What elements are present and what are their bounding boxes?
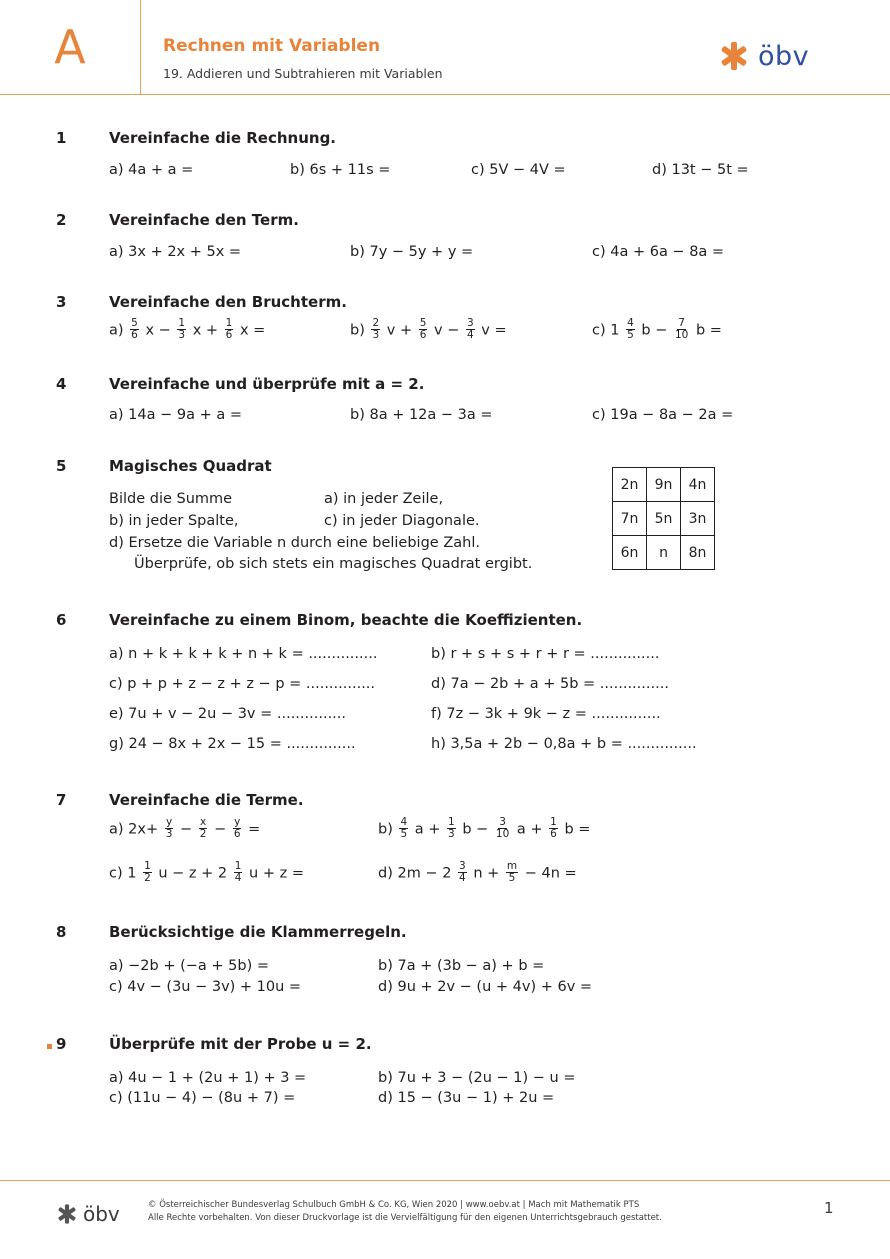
fraction: $\frac{3}{10}$	[495, 816, 510, 841]
task-title: Überprüfe mit der Probe u = 2.	[109, 1035, 372, 1053]
item-label: a) 2x+	[109, 821, 159, 838]
item-label: b)	[350, 322, 365, 339]
task-number: 7	[56, 791, 67, 809]
task-number: 4	[56, 375, 67, 393]
magic-cell: n	[647, 536, 681, 570]
magic-cell: 4n	[681, 468, 715, 502]
task-number: 3	[56, 293, 67, 311]
task-title: Vereinfache und überprüfe mit a = 2.	[109, 375, 425, 393]
exercise-item: a) n + k + k + k + n + k = ...............	[109, 646, 378, 662]
fraction: $\frac{1}{6}$	[550, 816, 557, 841]
instruction-text: Bilde die Summe	[109, 491, 233, 507]
fraction: $\frac{1}{6}$	[225, 317, 233, 342]
exercise-item: d) 13t − 5t =	[652, 162, 749, 178]
task-number: 2	[56, 211, 67, 229]
exercise-item: c) (11u − 4) − (8u + 7) =	[109, 1090, 296, 1106]
page-header	[0, 0, 890, 95]
magic-cell: 2n	[613, 468, 647, 502]
fraction: $\frac{3}{4}$	[466, 317, 474, 342]
fraction: $\frac{m}{5}$	[506, 860, 518, 885]
item-label: b)	[378, 821, 393, 838]
exercise-item: c) 4v − (3u − 3v) + 10u =	[109, 979, 302, 995]
instruction-text: c) in jeder Diagonale.	[324, 513, 480, 529]
star-icon	[56, 1203, 78, 1225]
fraction: $\frac{1}{3}$	[178, 317, 186, 342]
exercise-item: c) 5V − 4V =	[471, 162, 566, 178]
exercise-item: b) 8a + 12a − 3a =	[350, 407, 493, 423]
exercise-item: b) $\frac{4}{5}$ a + $\frac{1}{3}$ b − $\frac{3}{10}$ a + $\frac{1}{6}$ b =	[378, 816, 591, 841]
difficulty-marker	[47, 1044, 52, 1049]
exercise-item: a) 14a − 9a + a =	[109, 407, 242, 423]
fraction: $\frac{y}{3}$	[165, 816, 173, 841]
fraction: $\frac{x}{2}$	[199, 816, 207, 841]
chapter-letter: A	[0, 0, 141, 94]
exercise-item: d) 15 − (3u − 1) + 2u =	[378, 1090, 555, 1106]
footer-logo-text: öbv	[83, 1202, 120, 1226]
exercise-item: d) 2m − 2 $\frac{3}{4}$ n + $\frac{m}{5}$ − 4n =	[378, 860, 577, 885]
instruction-text: b) in jeder Spalte,	[109, 513, 239, 529]
magic-cell: 9n	[647, 468, 681, 502]
item-label: c) 1	[109, 865, 137, 882]
exercise-item: c) p + p + z − z + z − p = ...............	[109, 676, 376, 692]
exercise-item: a) 2x+ $\frac{y}{3}$ − $\frac{x}{2}$ − $\frac{y}{6}$ =	[109, 816, 261, 841]
fraction: $\frac{7}{10}$	[674, 317, 689, 342]
fraction: $\frac{1}{2}$	[144, 860, 151, 885]
magic-cell: 6n	[613, 536, 647, 570]
magic-cell: 7n	[613, 502, 647, 536]
exercise-item: b) r + s + s + r + r = ...............	[431, 646, 660, 662]
fraction: $\frac{3}{4}$	[459, 860, 466, 885]
instruction-text: a) in jeder Zeile,	[324, 491, 444, 507]
magic-cell: 8n	[681, 536, 715, 570]
instruction-text: Überprüfe, ob sich stets ein magisches Quadrat ergibt.	[134, 556, 533, 572]
fraction: $\frac{1}{4}$	[234, 860, 242, 885]
copyright-line: © Österreichischer Bundesverlag Schulbuch GmbH & Co. KG, Wien 2020 | www.oebv.at | Mach mit Mathematik PTS	[148, 1200, 640, 1210]
exercise-item: a) −2b + (−a + 5b) =	[109, 958, 270, 974]
exercise-item: b) 6s + 11s =	[290, 162, 391, 178]
chapter-title: Rechnen mit Variablen	[163, 36, 381, 56]
task-title: Vereinfache die Rechnung.	[109, 129, 337, 147]
exercise-item: c) 1 $\frac{1}{2}$ u − z + 2 $\frac{1}{4}$ u + z =	[109, 860, 304, 885]
exercise-item: e) 7u + v − 2u − 3v = ...............	[109, 706, 347, 722]
rights-line: Alle Rechte vorbehalten. Von dieser Druckvorlage ist die Vervielfältigung für den eigenen Unterrichtsgebrauch gestattet.	[148, 1213, 662, 1223]
exercise-item: g) 24 − 8x + 2x − 15 = ...............	[109, 736, 356, 752]
exercise-item: a) $\frac{5}{6}$ x − $\frac{1}{3}$ x + $\frac{1}{6}$ x =	[109, 317, 266, 342]
exercise-item: h) 3,5a + 2b − 0,8a + b = ...............	[431, 736, 697, 752]
exercise-item: d) 9u + 2v − (u + 4v) + 6v =	[378, 979, 593, 995]
page-footer	[0, 1180, 890, 1259]
fraction: $\frac{1}{3}$	[448, 816, 455, 841]
task-number: 6	[56, 611, 67, 629]
star-icon	[718, 40, 750, 72]
exercise-item: a) 4u − 1 + (2u + 1) + 3 =	[109, 1070, 307, 1086]
publisher-logo	[718, 40, 809, 72]
fraction: $\frac{y}{6}$	[233, 816, 241, 841]
exercise-item: c) 4a + 6a − 8a =	[592, 244, 725, 260]
fraction: $\frac{5}{6}$	[131, 317, 138, 342]
task-title: Vereinfache die Terme.	[109, 791, 304, 809]
task-title: Vereinfache zu einem Binom, beachte die Koeffizienten.	[109, 611, 583, 629]
logo-text: öbv	[758, 40, 810, 72]
page-number: 1	[824, 1199, 834, 1217]
fraction: $\frac{2}{3}$	[372, 317, 380, 342]
exercise-item: a) 4a + a =	[109, 162, 194, 178]
task-title: Magisches Quadrat	[109, 457, 272, 475]
exercise-item: a) 3x + 2x + 5x =	[109, 244, 242, 260]
magic-cell: 5n	[647, 502, 681, 536]
magic-square	[612, 467, 715, 570]
chapter-subtitle: 19. Addieren und Subtrahieren mit Variablen	[163, 66, 443, 81]
exercise-item: c) 19a − 8a − 2a =	[592, 407, 734, 423]
instruction-text: d) Ersetze die Variable n durch eine beliebige Zahl.	[109, 535, 480, 551]
fraction: $\frac{4}{5}$	[400, 816, 408, 841]
fraction: $\frac{4}{5}$	[627, 317, 634, 342]
magic-cell: 3n	[681, 502, 715, 536]
exercise-item: b) 7a + (3b − a) + b =	[378, 958, 545, 974]
fraction: $\frac{5}{6}$	[419, 317, 427, 342]
footer-logo	[56, 1202, 120, 1226]
item-label: d) 2m − 2	[378, 865, 452, 882]
task-number: 8	[56, 923, 67, 941]
item-label: a)	[109, 322, 124, 339]
exercise-item: f) 7z − 3k + 9k − z = ...............	[431, 706, 661, 722]
exercise-item: b) 7y − 5y + y =	[350, 244, 474, 260]
task-number: 9	[56, 1035, 67, 1053]
task-number: 5	[56, 457, 67, 475]
task-number: 1	[56, 129, 67, 147]
exercise-item: c) 1 $\frac{4}{5}$ b − $\frac{7}{10}$ b =	[592, 317, 722, 342]
item-label: c) 1	[592, 322, 620, 339]
task-title: Vereinfache den Term.	[109, 211, 299, 229]
exercise-item: b) $\frac{2}{3}$ v + $\frac{5}{6}$ v − $\frac{3}{4}$ v =	[350, 317, 507, 342]
task-title: Berücksichtige die Klammerregeln.	[109, 923, 407, 941]
exercise-item: d) 7a − 2b + a + 5b = ...............	[431, 676, 669, 692]
task-title: Vereinfache den Bruchterm.	[109, 293, 347, 311]
exercise-item: b) 7u + 3 − (2u − 1) − u =	[378, 1070, 576, 1086]
